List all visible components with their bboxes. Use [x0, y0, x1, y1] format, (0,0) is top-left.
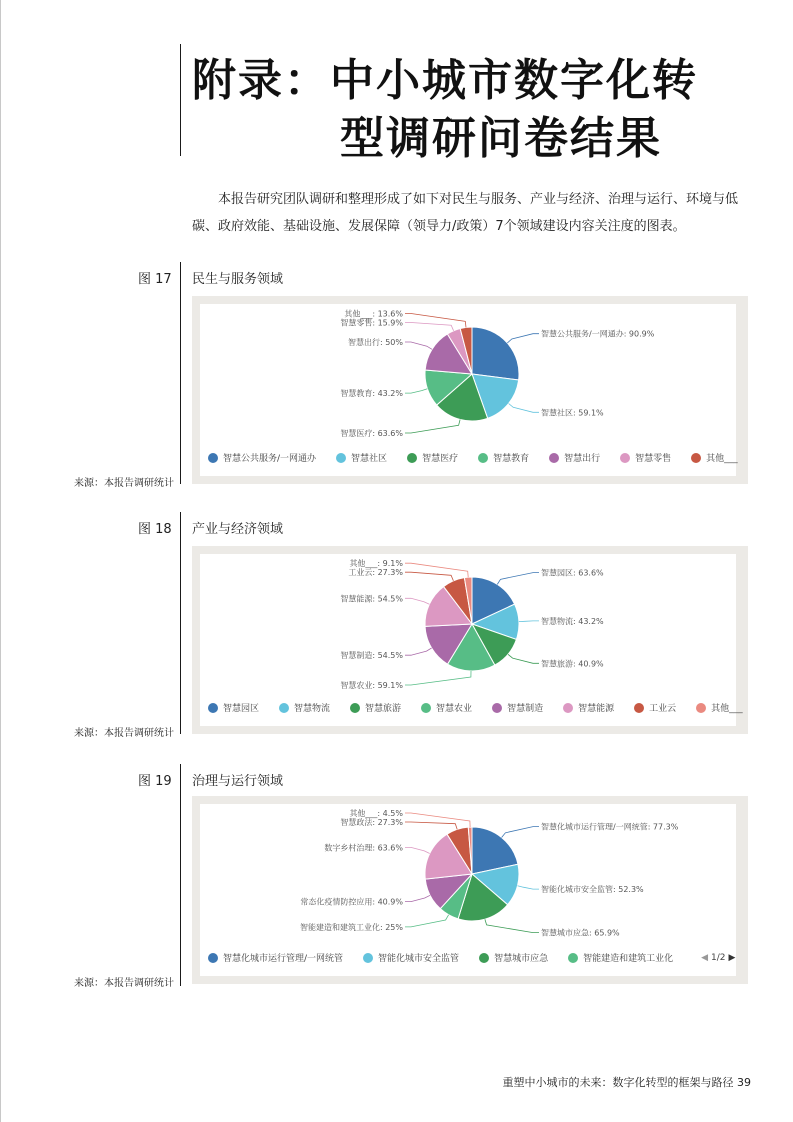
legend-item[interactable] [363, 951, 459, 964]
pie-label-leader [405, 323, 454, 331]
pie-label-leader [405, 389, 427, 393]
pie-data-label: 智慧能源: 54.5% [340, 594, 403, 604]
legend-item[interactable] [634, 701, 676, 714]
legend-item[interactable] [279, 701, 330, 714]
legend-item[interactable] [492, 701, 543, 714]
pie-data-label: 智慧制造: 54.5% [340, 651, 403, 661]
legend-item[interactable] [691, 451, 738, 464]
legend-swatch [421, 703, 431, 713]
pie-data-label: 其他___: 9.1% [349, 559, 403, 569]
legend-swatch [208, 703, 218, 713]
figure-17-source: 来源：本报告调研统计 [74, 478, 174, 489]
legend-label: 智慧医疗 [422, 454, 459, 464]
legend-swatch [549, 453, 559, 463]
figure-17-pie-chart [200, 304, 736, 444]
triangle-left-icon[interactable]: ◀ [701, 952, 709, 963]
pie-label-leader [405, 342, 432, 349]
legend-swatch [691, 453, 701, 463]
legend-label: 智慧农业 [436, 704, 473, 714]
legend-swatch [363, 953, 373, 963]
legend-label: 智能建造和建筑工业化 [583, 954, 674, 964]
figure-19-side-rule [180, 764, 181, 986]
figure-17-title: 民生与服务领域 [192, 272, 284, 287]
pie-label-leader [405, 648, 432, 655]
legend-item[interactable] [568, 951, 673, 964]
pie-data-label: 智慧出行: 50% [347, 338, 403, 347]
pie-label-leader [497, 573, 539, 585]
legend-label: 智慧零售 [635, 454, 672, 464]
legend-label: 智慧物流 [294, 704, 331, 714]
legend-item[interactable] [620, 451, 671, 464]
legend-swatch [336, 453, 346, 463]
figure-17-chart-panel [192, 296, 748, 484]
pie-data-label: 智慧公共服务/一网通办: 90.9% [541, 329, 655, 339]
figure-18-number: 图 18 [138, 522, 172, 537]
legend-swatch [634, 703, 644, 713]
legend-item[interactable] [208, 951, 343, 964]
legend-swatch [696, 703, 706, 713]
pie-data-label: 智慧园区: 63.6% [541, 568, 604, 578]
page-footer: 重塑中小城市的未来：数字化转型的框架与路径 39 [502, 1076, 751, 1089]
title-side-rule [180, 44, 181, 156]
legend-swatch [563, 703, 573, 713]
legend-label: 智慧公共服务/一网通办 [223, 454, 317, 464]
legend-pager [701, 951, 735, 964]
triangle-right-icon[interactable]: ▶ [728, 952, 736, 963]
pie-data-label: 工业云: 27.3% [348, 568, 403, 578]
pie-label-leader [405, 822, 457, 829]
legend-item[interactable] [421, 701, 472, 714]
pie-data-label: 智慧零售: 15.9% [340, 318, 403, 328]
pie-label-leader [405, 314, 466, 328]
pie-label-leader [405, 420, 460, 434]
figure-18-side-rule [180, 512, 181, 734]
figure-17-number: 图 17 [138, 272, 172, 287]
pie-slice [472, 327, 519, 380]
figure-19-chart-panel [192, 796, 748, 984]
pie-label-leader [507, 334, 539, 343]
legend-swatch [492, 703, 502, 713]
legend-item[interactable] [696, 701, 743, 714]
legend-label: 工业云 [649, 704, 677, 714]
pie-label-leader [405, 915, 449, 927]
figure-19-pie-chart [200, 804, 736, 944]
figure-19-legend [208, 951, 735, 964]
legend-item[interactable] [350, 701, 401, 714]
pie-data-label: 智能建造和建筑工业化: 25% [299, 922, 403, 932]
figure-17-chart-card [200, 304, 736, 476]
figure-17-side-rule [180, 262, 181, 484]
pie-label-leader [405, 813, 470, 827]
legend-item[interactable] [208, 451, 316, 464]
pie-label-leader [509, 404, 539, 413]
pie-label-leader [502, 827, 539, 838]
pie-label-leader [405, 563, 468, 577]
pie-data-label: 数字乡村治理: 63.6% [324, 843, 403, 853]
legend-label: 智慧教育 [493, 454, 530, 464]
legend-label: 智慧城市应急 [494, 954, 549, 964]
legend-swatch [208, 953, 218, 963]
legend-page-indicator: 1/2 [711, 952, 726, 963]
legend-label: 智慧能源 [578, 704, 615, 714]
legend-item[interactable] [478, 451, 529, 464]
pie-label-leader [405, 598, 429, 604]
legend-item[interactable] [407, 451, 458, 464]
legend-label: 智慧化城市运行管理/一网统管 [223, 954, 344, 964]
legend-swatch [479, 953, 489, 963]
figure-19-title: 治理与运行领域 [192, 774, 284, 789]
legend-swatch [620, 453, 630, 463]
pie-data-label: 智慧社区: 59.1% [541, 408, 604, 418]
figure-18-title: 产业与经济领域 [192, 522, 284, 537]
pie-label-leader [405, 847, 430, 853]
pie-data-label: 智慧化城市运行管理/一网统管: 77.3% [541, 822, 679, 832]
legend-item[interactable] [563, 701, 614, 714]
legend-swatch [407, 453, 417, 463]
legend-item[interactable] [336, 451, 387, 464]
pie-data-label: 常态化疫情防控应用: 40.9% [300, 897, 403, 907]
pie-label-leader [405, 895, 430, 901]
legend-label: 其他___ [706, 454, 738, 464]
pie-data-label: 智慧政法: 27.3% [340, 818, 403, 827]
pie-data-label: 其他___: 4.5% [349, 809, 403, 818]
page-title-line-1: 附录：中小城市数字化转 [192, 55, 698, 106]
page-edge-rule [0, 0, 1, 1122]
figure-19-number: 图 19 [138, 774, 172, 789]
pie-data-label: 其他___: 13.6% [344, 309, 403, 319]
pie-label-leader [508, 654, 539, 663]
pie-label-leader [518, 886, 540, 889]
pie-data-label: 智慧城市应急: 65.9% [541, 928, 620, 938]
legend-swatch [478, 453, 488, 463]
legend-label: 智慧制造 [507, 704, 544, 714]
legend-label: 智慧园区 [223, 704, 260, 714]
pie-data-label: 智能化城市安全监管: 52.3% [541, 885, 644, 895]
legend-item[interactable] [208, 701, 259, 714]
legend-label: 智慧旅游 [365, 704, 402, 714]
figure-19-chart-card [200, 804, 736, 976]
pie-label-leader [485, 919, 539, 932]
figure-18-source: 来源：本报告调研统计 [74, 728, 174, 739]
figure-19-source: 来源：本报告调研统计 [74, 978, 174, 989]
pie-data-label: 智慧教育: 43.2% [340, 389, 403, 399]
legend-item[interactable] [479, 951, 548, 964]
pie-data-label: 智慧医疗: 63.6% [340, 429, 403, 438]
pie-data-label: 智慧农业: 59.1% [340, 681, 403, 690]
pie-label-leader [405, 671, 471, 685]
page-title-line-2: 型调研问卷结果 [340, 113, 662, 164]
pie-label-leader [519, 621, 539, 622]
legend-swatch [350, 703, 360, 713]
figure-18-chart-panel [192, 546, 748, 734]
legend-item[interactable] [549, 451, 600, 464]
figure-18-chart-card [200, 554, 743, 726]
pie-data-label: 智慧物流: 43.2% [541, 616, 604, 626]
legend-swatch [568, 953, 578, 963]
intro-paragraph: 本报告研究团队调研和整理形成了如下对民生与服务、产业与经济、治理与运行、环境与低碳、政府效能、基础设施、发展保障（领导力/政策）7个领域建设内容关注度的图表。 [192, 192, 739, 234]
legend-label: 智慧社区 [351, 454, 388, 464]
legend-label: 其他___ [711, 704, 743, 714]
legend-swatch [279, 703, 289, 713]
legend-swatch [208, 453, 218, 463]
figure-18-legend [208, 701, 743, 714]
pie-label-leader [405, 572, 453, 581]
pie-data-label: 智慧旅游: 40.9% [541, 659, 604, 669]
legend-label: 智慧出行 [564, 454, 601, 464]
figure-17-legend [208, 451, 738, 464]
figure-18-pie-chart [200, 554, 736, 694]
legend-label: 智能化城市安全监管 [378, 954, 460, 964]
